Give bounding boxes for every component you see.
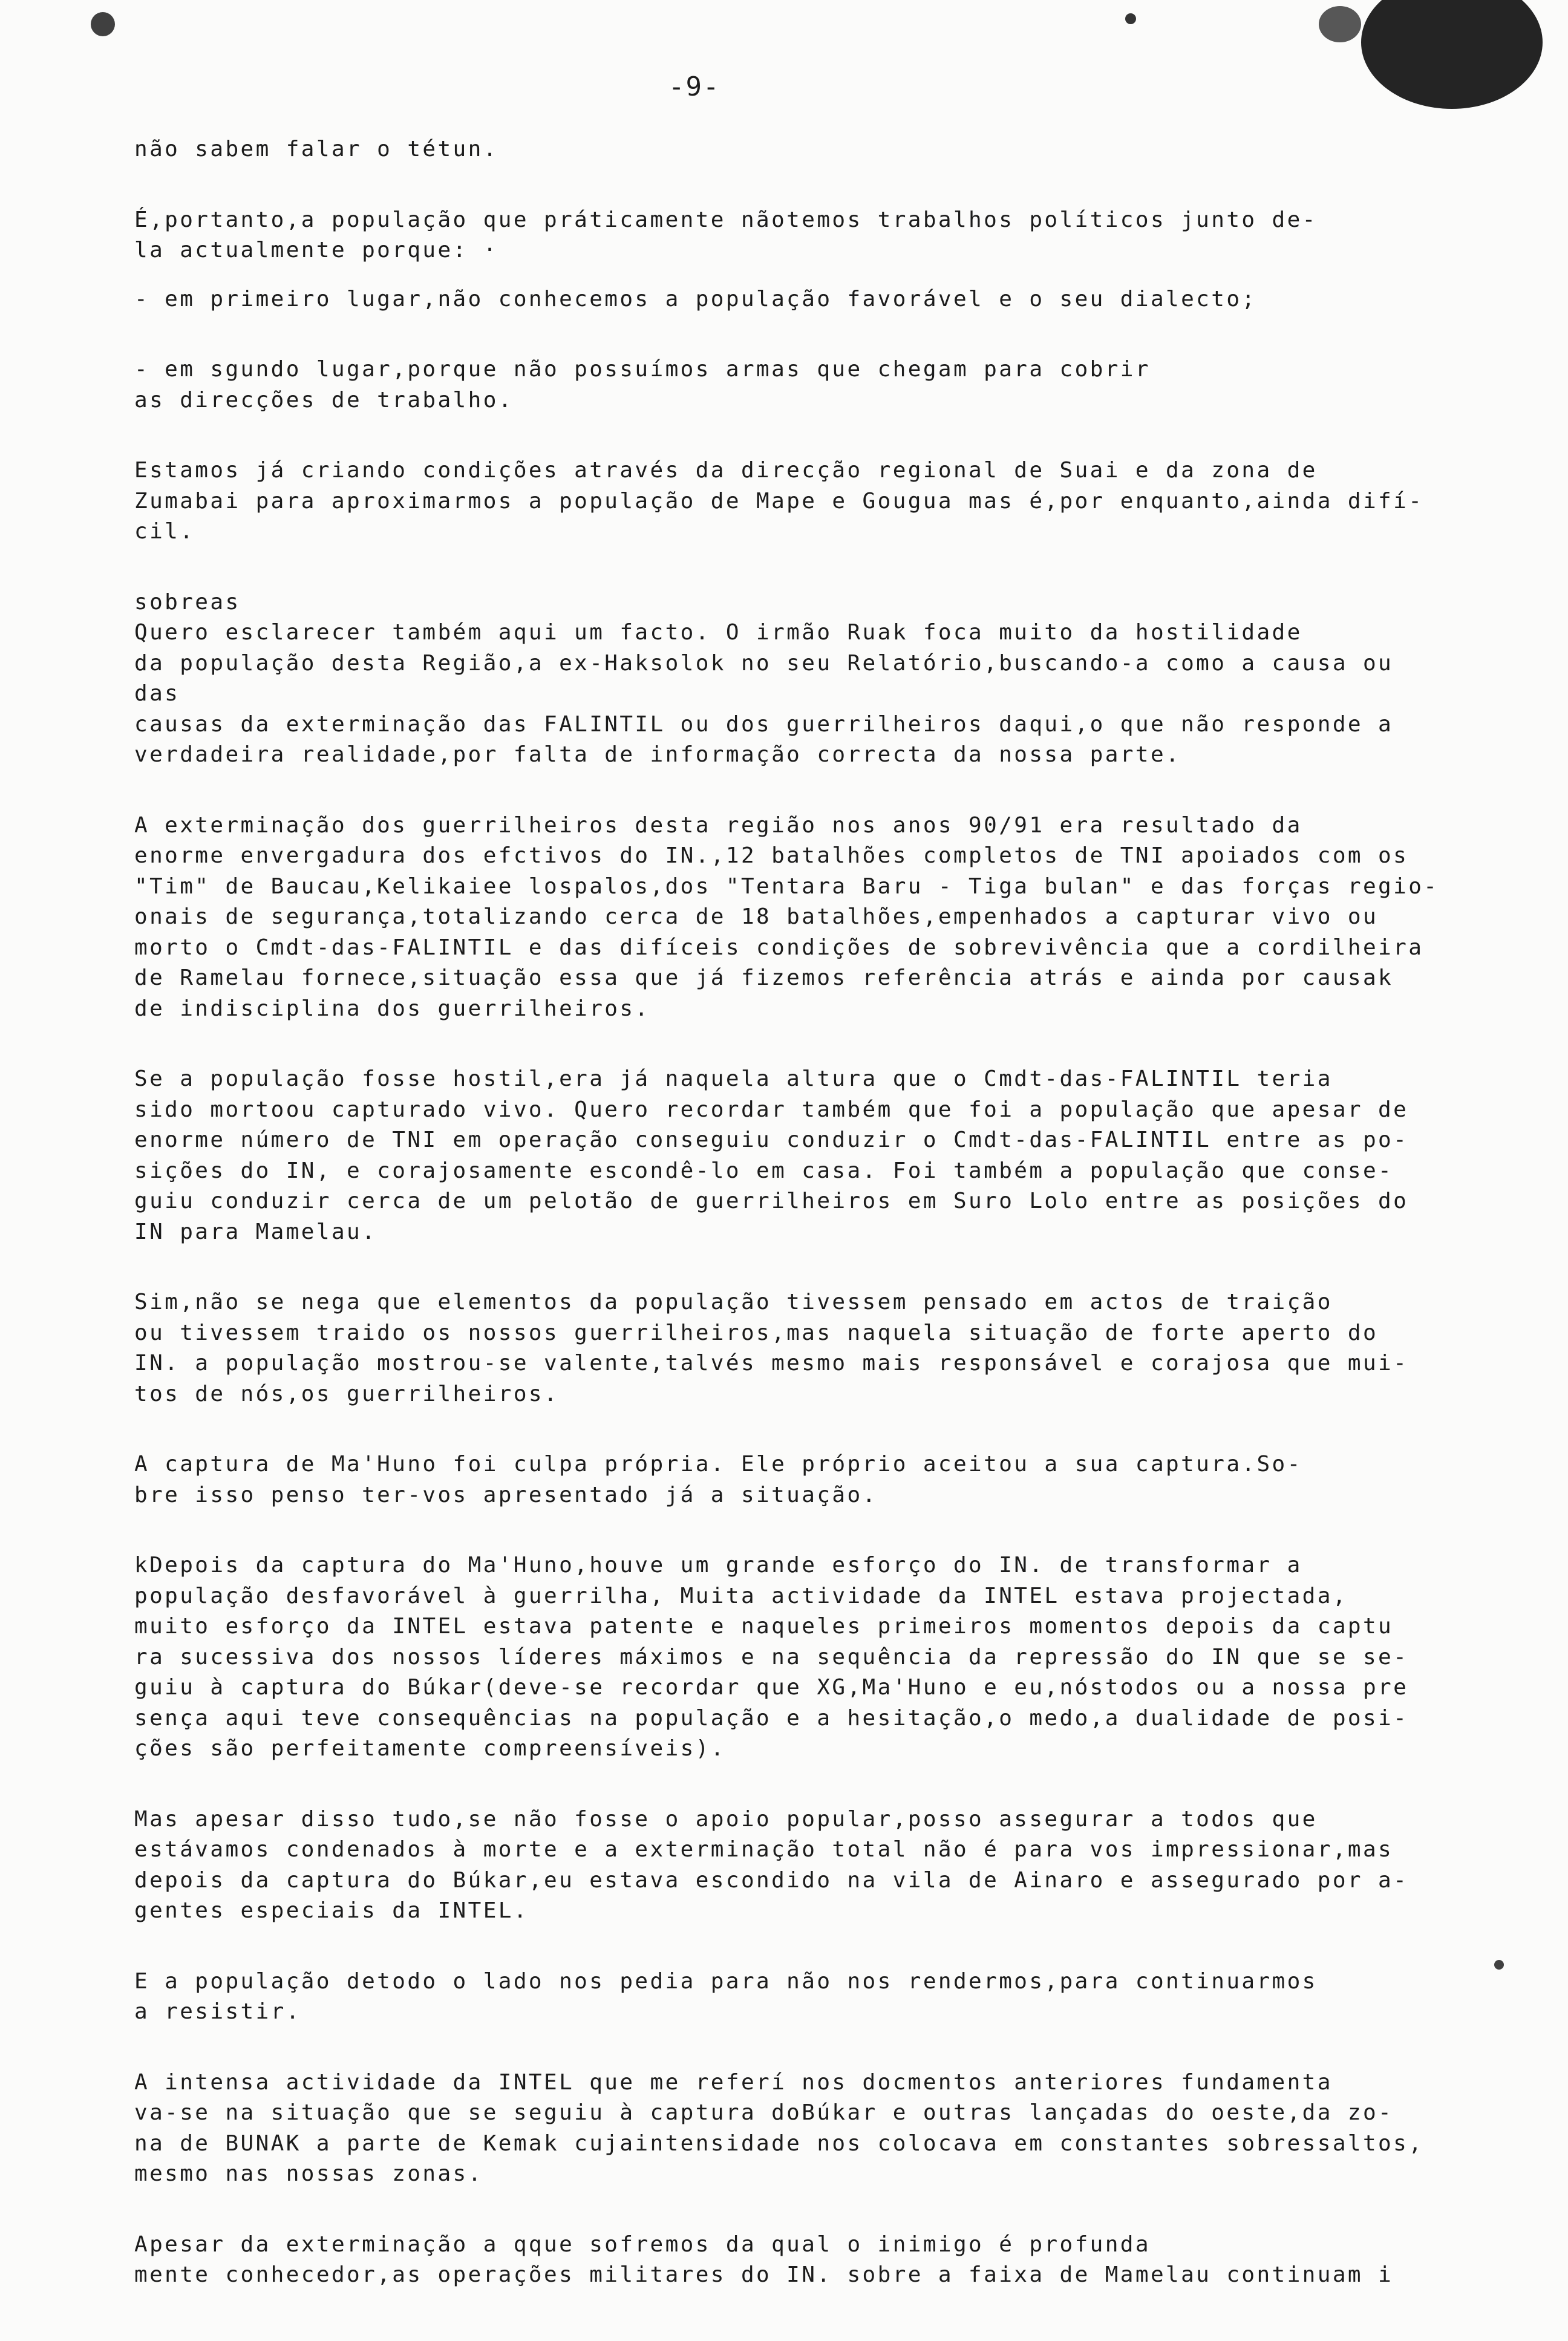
- paragraph-12: A intensa actividade da INTEL que me referí nos docmentos anteriores fundamenta va-se na situação que se seguiu à captura doBúkar e outras lançadas do oeste,da zo- na de BUNAK a parte de Kemak cujaintensidade nos colocava em constantes sobressaltos, mesmo nas nossas zonas.: [134, 2069, 1424, 2186]
- paragraph-2: É,portanto,a população que práticamente nãotemos trabalhos políticos junto de- la actualmente porque: ·: [134, 207, 1318, 263]
- paragraph-9: kDepois da captura do Ma'Huno,houve um grande esforço do IN. de transformar a população desfavorável à guerrilha, Muita actividade da INTEL estava projectada, muito esforço da INTEL estava patente e naqueles primeiros momentos depois da captu ra sucessiva dos nossos líderes máximos e na sequência da repressão do IN que se se- guiu à captura do Búkar(deve-se recordar que XG,Ma'Huno e eu,nóstodos ou a nossa pre sença aqui teve consequências na população e a hesitação,o medo,a dualidade de posi- ções são perfeitamente compreensíveis).: [134, 1553, 1409, 1761]
- paragraph-11: E a população detodo o lado nos pedia para não nos rendermos,para continuarmos a resistir.: [134, 1968, 1318, 2024]
- paragraph-7: Sim,não se nega que elementos da população tivessem pensado em actos de traição ou tivessem traido os nossos guerrilheiros,mas naquela situação de forte aperto do IN. a população mostrou-se valente,talvés mesmo mais responsável e corajosa que mui- tos de nós,os guerrilheiros.: [134, 1290, 1409, 1406]
- paragraph-1: não sabem falar o tétun.: [134, 137, 498, 162]
- paragraph-5: A exterminação dos guerrilheiros desta região nos anos 90/91 era resultado da enorme envergadura dos efctivos do IN.,12 batalhões completos de TNI apoiados com os "Tim" de Baucau,Kelikaiee lospalos,dos "Tentara Baru - Tiga bulan" e das forças regio- onais de segurança,totalizando cerca de 18 batalhões,empenhados a capturar vivo ou morto o Cmdt-das-FALINTIL e das difíceis condições de sobrevivência que a cordilheira de Ramelau fornece,situação essa que já fizemos referência atrás e ainda por causak de indisciplina dos guerrilheiros.: [134, 812, 1439, 1021]
- ink-speck-top-left: [91, 12, 115, 36]
- paragraph-10: Mas apesar disso tudo,se não fosse o apoio popular,posso assegurar a todos que estávamos condenados à morte e a exterminação total não é para vos impressionar,mas depois da captura do Búkar,eu estava escondido na vila de Ainaro e assegurado por a- gentes especiais da INTEL.: [134, 1806, 1409, 1923]
- ink-speck-right-margin: [1494, 1960, 1504, 1970]
- ink-stain-top-right-small: [1319, 6, 1361, 42]
- paragraph-13: Apesar da exterminação a qque sofremos da qual o inimigo é profunda mente conhecedor,as operações militares do IN. sobre a faixa de Mamelau continuam i: [134, 2232, 1394, 2287]
- body-text: [134, 134, 1453, 2331]
- bullet-item-2: - em sgundo lugar,porque não possuímos armas que chegam para cobrir as direcções de trabalho.: [134, 357, 1151, 413]
- paragraph-8: A captura de Ma'Huno foi culpa própria. Ele próprio aceitou a sua captura.So- bre isso penso ter-vos apresentado já a situação.: [134, 1452, 1302, 1507]
- bullet-list: [134, 284, 1453, 416]
- ink-stain-top-right: [1361, 0, 1543, 109]
- paragraph-6: Se a população fosse hostil,era já naquela altura que o Cmdt-das-FALINTIL teria sido mortoou capturado vivo. Quero recordar também que foi a população que apesar de enorme número de TNI em operação conseguiu conduzir o Cmdt-das-FALINTIL entre as po- sições do IN, e corajosamente escondê-lo em casa. Foi também a população que conse- guiu conduzir cerca de um pelotão de guerrilheiros em Suro Lolo entre as posições do IN para Mamelau.: [134, 1066, 1409, 1244]
- page-number: -9-: [668, 71, 720, 102]
- ink-speck-top-center: [1125, 13, 1136, 24]
- bullet-item-1: - em primeiro lugar,não conhecemos a população favorável e o seu dialecto;: [134, 286, 1257, 312]
- paragraph-3: Estamos já criando condições através da direcção regional de Suai e da zona de Zumabai para aproximarmos a população de Mape e Gougua mas é,por enquanto,ainda difí- cil.: [134, 458, 1424, 544]
- paragraph-4: sobreas Quero esclarecer também aqui um facto. O irmão Ruak foca muito da hostilidade da população desta Região,a ex-Haksolok no seu Relatório,buscando-a como a causa ou das causas da exterminação das FALINTIL ou dos guerrilheiros daqui,o que não responde a verdadeira realidade,por falta de informação correcta da nossa parte.: [134, 589, 1394, 767]
